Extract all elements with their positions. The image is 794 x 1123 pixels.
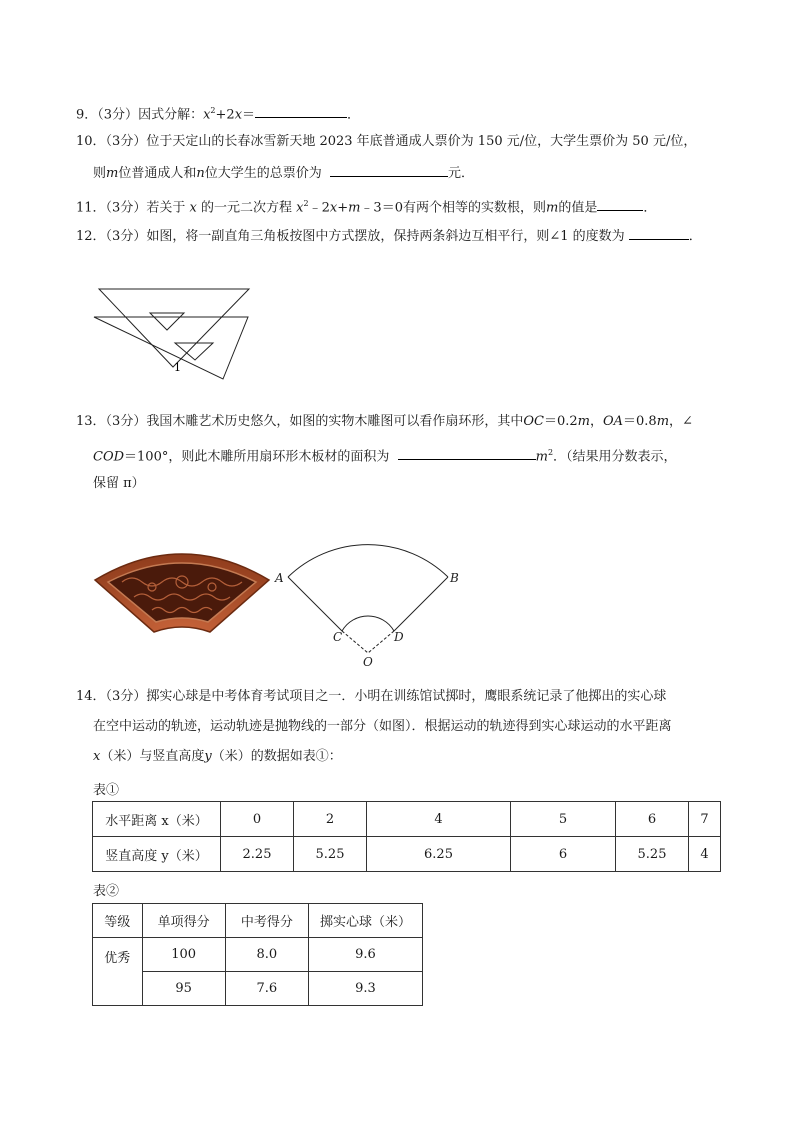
- value: ＝0.2: [543, 414, 578, 429]
- var-x: x: [203, 107, 211, 123]
- question-14-line3: [93, 748, 342, 766]
- table-2: [92, 903, 423, 1006]
- unit-m: m: [535, 449, 548, 465]
- table-cell: 5.25: [294, 837, 367, 872]
- question-text: ＝100°，则此木雕所用扇环形木板材的面积为: [124, 449, 390, 465]
- table-cell: 4: [689, 837, 721, 872]
- exponent: 2: [547, 448, 554, 457]
- table-row: [93, 802, 721, 837]
- table-cell: 100: [142, 938, 225, 972]
- inner-arc: [342, 616, 394, 631]
- table-cell-header: 水平距离 x（米）: [93, 802, 221, 837]
- answer-blank[interactable]: [629, 227, 689, 240]
- label-b: B: [450, 571, 459, 585]
- exponent: 2: [210, 106, 216, 115]
- var-n: n: [196, 166, 205, 181]
- expr-part: +: [337, 200, 349, 216]
- question-number: 9．: [76, 107, 98, 123]
- var-x: x: [329, 200, 338, 216]
- question-number: 12．: [76, 229, 106, 244]
- var-m: m: [106, 166, 119, 181]
- table-1-label: 表①: [93, 783, 120, 798]
- question-text: （米）的数据如表①：: [211, 749, 342, 764]
- var-y: y: [204, 749, 212, 764]
- segment-do-dashed: [368, 631, 394, 653]
- table-cell: 2: [294, 802, 367, 837]
- question-9: [76, 102, 360, 124]
- table-header: 掷实心球（米）: [308, 904, 422, 938]
- var-cod: COD: [93, 449, 125, 465]
- question-13-line2: [93, 444, 677, 466]
- period: ．: [688, 229, 702, 244]
- table-cell-header: 竖直高度 y（米）: [93, 837, 221, 872]
- question-14: [76, 688, 666, 706]
- question-14-line2: [93, 718, 672, 736]
- triangle-rulers-figure: [90, 284, 260, 384]
- question-text: （米）与竖直高度: [100, 749, 205, 764]
- sector-ring-diagram: [270, 535, 470, 670]
- question-number: 11．: [76, 200, 106, 216]
- period: ．: [643, 200, 657, 216]
- answer-blank[interactable]: [330, 164, 448, 177]
- label-a: A: [275, 571, 284, 585]
- text: 则: [93, 166, 107, 181]
- table-cell: 4: [367, 802, 511, 837]
- exponent: 2: [303, 199, 309, 208]
- question-number: 14．: [76, 689, 106, 704]
- expr-part: ﹣2: [308, 200, 330, 216]
- table-2-label: 表②: [93, 884, 120, 899]
- table-cell-grade: 优秀: [93, 938, 143, 1006]
- question-score: （3分）: [105, 689, 147, 704]
- table-row: [93, 972, 423, 1006]
- question-10-line2: [93, 164, 474, 183]
- table-row: [93, 938, 423, 972]
- angle-label: 1: [174, 361, 181, 374]
- note: ．（结果用分数表示，: [553, 449, 677, 465]
- text: 位大学生的总票价为: [204, 166, 322, 181]
- question-score: （3分）: [105, 229, 147, 244]
- table-header: 单项得分: [142, 904, 225, 938]
- table-cell: 5: [511, 802, 616, 837]
- segment-ac: [288, 577, 342, 631]
- var-x: x: [234, 107, 243, 123]
- angle-symbol: ，∠: [669, 414, 693, 429]
- answer-blank[interactable]: [398, 447, 536, 460]
- text: 的值是: [558, 200, 598, 216]
- var-x: x: [189, 200, 197, 216]
- wood-carving-image: [92, 542, 272, 638]
- table-header: 等级: [93, 904, 143, 938]
- table-cell: 5.25: [616, 837, 689, 872]
- question-13-line3: [93, 475, 145, 493]
- label-d: D: [394, 630, 404, 644]
- small-triangle-hole: [150, 313, 184, 330]
- table-cell: 9.3: [308, 972, 422, 1006]
- table-cell: 0: [221, 802, 294, 837]
- question-score: （3分）: [105, 414, 147, 429]
- question-text: 位于天定山的长春冰雪新天地 2023 年底普通成人票价为 150 元/位，大学生票价为 50 元/位，: [146, 134, 697, 149]
- question-text: 我国木雕艺术历史悠久，如图的实物木雕图可以看作扇环形，其中: [146, 414, 524, 429]
- answer-blank[interactable]: [255, 105, 347, 118]
- table-cell: 8.0: [225, 938, 308, 972]
- question-score: （3分）: [105, 134, 147, 149]
- outer-arc: [288, 545, 448, 577]
- text: 位普通成人和: [118, 166, 197, 181]
- question-score: （3分）: [105, 200, 147, 216]
- text: 的一元二次方程: [200, 200, 292, 216]
- table-1: [92, 801, 721, 872]
- question-number: 13．: [76, 414, 106, 429]
- var-x: x: [93, 749, 101, 764]
- label-o: O: [363, 655, 373, 669]
- question-13: [76, 413, 693, 431]
- var-oa: OA: [602, 414, 624, 429]
- question-12: [76, 227, 702, 246]
- text: 有两个相等的实数根，则: [402, 200, 546, 216]
- question-text: 掷实心球是中考体育考试项目之一．小明在训练馆试掷时，鹰眼系统记录了他掷出的实心球: [146, 689, 667, 704]
- table-cell: 7.6: [225, 972, 308, 1006]
- text: 若关于: [146, 200, 186, 216]
- table-cell: 6.25: [367, 837, 511, 872]
- unit-m: m: [656, 414, 670, 429]
- var-oc: OC: [523, 414, 544, 429]
- question-11: [76, 195, 656, 217]
- segment-co-dashed: [342, 631, 368, 653]
- table-row: [93, 837, 721, 872]
- question-10: [76, 133, 696, 151]
- table-cell: 2.25: [221, 837, 294, 872]
- expr-part: +2: [215, 107, 235, 123]
- expr-part: ﹣3＝0: [360, 200, 403, 216]
- table-header: 中考得分: [225, 904, 308, 938]
- table-row: [93, 904, 423, 938]
- segment-bd: [394, 577, 448, 631]
- question-score: （3分）: [97, 107, 139, 123]
- question-text: 如图，将一副直角三角板按图中方式摆放，保持两条斜边互相平行，则∠1 的度数为: [146, 229, 625, 244]
- unit-m: m: [577, 414, 590, 429]
- table-cell: 6: [616, 802, 689, 837]
- note: 保留 π）: [93, 476, 145, 491]
- label-c: C: [333, 630, 343, 644]
- question-number: 10．: [76, 134, 106, 149]
- table-cell: 7: [689, 802, 721, 837]
- question-text: 在空中运动的轨迹，运动轨迹是抛物线的一部分（如图）．根据运动的轨迹得到实心球运动的水平距离: [93, 719, 672, 734]
- var-m: m: [545, 200, 559, 216]
- equals: ＝: [242, 107, 256, 123]
- sep: ，: [589, 414, 603, 429]
- question-text: 因式分解：: [138, 107, 204, 123]
- table-cell: 95: [142, 972, 225, 1006]
- var-m: m: [348, 200, 361, 216]
- answer-blank[interactable]: [597, 198, 643, 211]
- var-x: x: [296, 200, 304, 216]
- table-cell: 6: [511, 837, 616, 872]
- table-cell: 9.6: [308, 938, 422, 972]
- period: ．: [347, 107, 361, 123]
- unit: 元．: [448, 166, 475, 181]
- value: ＝0.8: [623, 414, 657, 429]
